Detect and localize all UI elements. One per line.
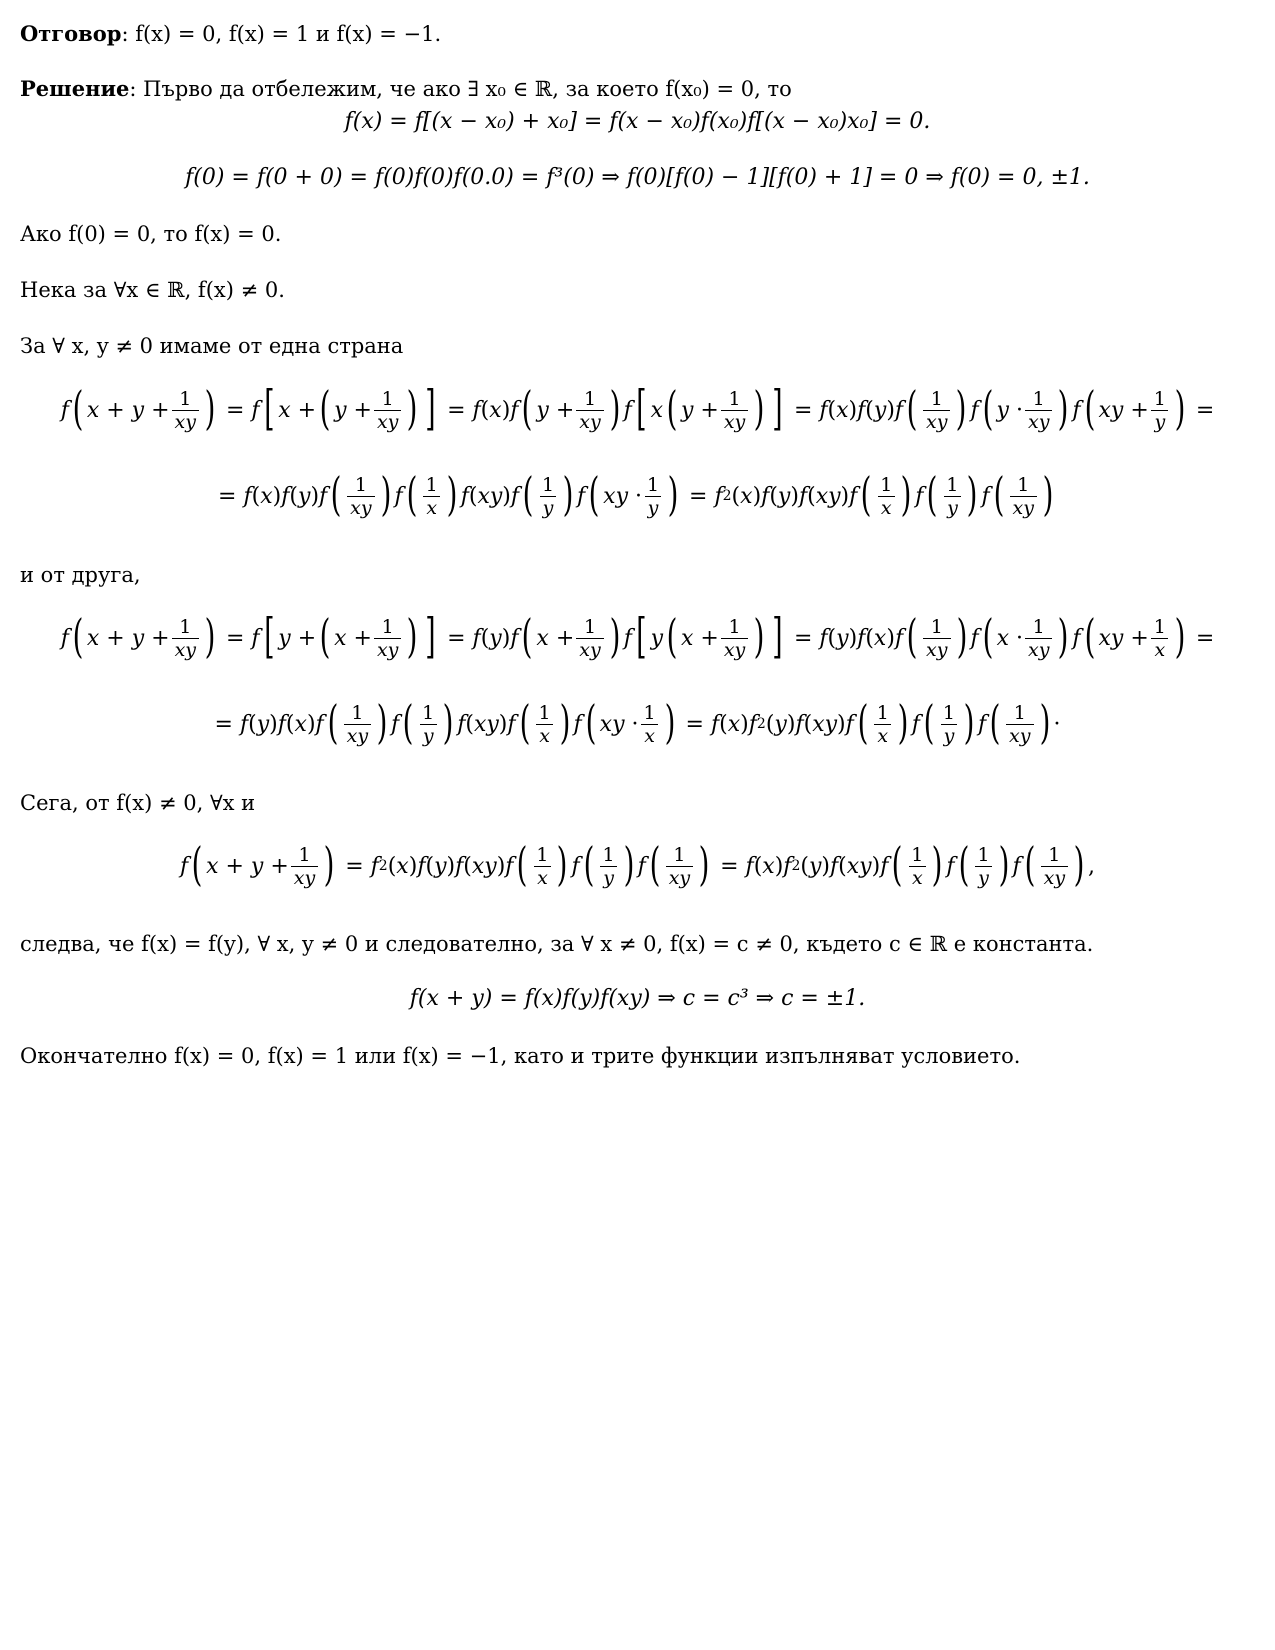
answer-line bbox=[20, 20, 441, 48]
solution-label: Решение bbox=[20, 76, 130, 101]
other-side-line: и от друга, bbox=[20, 563, 141, 587]
case-f0-zero: Ако f(0) = 0, то f(x) = 0. bbox=[20, 222, 282, 246]
equation-final: f(x + y) = f(x)f(y)f(xy) ⇒ c = c³ ⇒ c = ±1. bbox=[409, 986, 866, 1011]
for-all-xy-line: За ∀ x, y ≠ 0 имаме от една страна bbox=[20, 334, 404, 358]
solution-intro: : Първо да отбележим, че ако ∃ x₀ ∈ ℝ, за което f(x₀) = 0, то bbox=[129, 77, 792, 101]
equation-second-expansion-2: = f ( y ) f ( x ) f ( $\frac{1}{xy}$ ) f ( $\frac{1}{y}$ ) f ( xy ) f ( $\frac{1}{x}$ ) f ( xy · $\frac{1}{x}$ ) = f ( x ) f 2 ( y ) f ( xy ) f ( $\frac{1}{x}$ ) f ( $\frac{1}{y}$ ) f ( $\frac{1}{xy}$ ) · bbox=[214, 695, 1061, 749]
follows-line: следва, че f(x) = f(y), ∀ x, y ≠ 0 и следователно, за ∀ x ≠ 0, f(x) = c ≠ 0, където c ∈ ℝ е константа. bbox=[20, 932, 1094, 956]
equation-zero-implies: f(x) = f[(x − x₀) + x₀] = f(x − x₀)f(x₀)f[(x − x₀)x₀] = 0. bbox=[344, 109, 931, 134]
equation-first-expansion-2: = f ( x ) f ( y ) f ( $\frac{1}{xy}$ ) f ( $\frac{1}{x}$ ) f ( xy ) f ( $\frac{1}{y}$ ) f ( xy · $\frac{1}{y}$ ) = f 2 ( x ) f ( y ) f ( xy ) f ( $\frac{1}{x}$ ) f ( $\frac{1}{y}$ ) f ( $\frac{1}{xy}$ ) bbox=[218, 467, 1054, 521]
equation-second-expansion-1: f ( x + y + $\frac{1}{xy}$ ) = f [ y + ( x + $\frac{1}{xy}$ ) ] = f ( y ) f ( x + $\frac{1}{xy}$ ) f [ y ( x + $\frac{1}{xy}$ ) ] = f ( y ) f ( x ) f ( $\frac{1}{xy}$ ) f ( x · $\frac{1}{xy}$ ) f ( xy + $\frac{1}{x}$ ) = bbox=[60, 608, 1215, 664]
now-from-line: Сега, от f(x) ≠ 0, ∀x и bbox=[20, 791, 256, 815]
conclusion-line: Окончателно f(x) = 0, f(x) = 1 или f(x) = −1, като и трите функции изпълняват условието. bbox=[20, 1044, 1021, 1068]
equation-f0-values: f(0) = f(0 + 0) = f(0)f(0)f(0.0) = f³(0) ⇒ f(0)[f(0) − 1][f(0) + 1] = 0 ⇒ f(0) = 0, ±1. bbox=[185, 165, 1090, 190]
equation-first-expansion-1: f ( x + y + $\frac{1}{xy}$ ) = f [ x + ( y + $\frac{1}{xy}$ ) ] = f ( x ) f ( y + $\frac{1}{xy}$ ) f [ x ( y + $\frac{1}{xy}$ ) ] = f ( x ) f ( y ) f ( $\frac{1}{xy}$ ) f ( y · $\frac{1}{xy}$ ) f ( xy + $\frac{1}{y}$ ) = bbox=[60, 380, 1215, 436]
answer-label: Отговор bbox=[20, 21, 122, 46]
assumption-nonzero: Нека за ∀x ∈ ℝ, f(x) ≠ 0. bbox=[20, 278, 285, 302]
solution-intro-line bbox=[20, 75, 792, 103]
answer-text: : f(x) = 0, f(x) = 1 и f(x) = −1. bbox=[121, 22, 442, 46]
equation-comparison: f ( x + y + $\frac{1}{xy}$ ) = f 2 ( x ) f ( y ) f ( xy ) f ( $\frac{1}{x}$ ) f ( $\frac{1}{y}$ ) f ( $\frac{1}{xy}$ ) = f ( x ) f 2 ( y ) f ( xy ) f ( $\frac{1}{x}$ ) f ( $\frac{1}{y}$ ) f ( $\frac{1}{xy}$ ) , bbox=[179, 837, 1096, 891]
